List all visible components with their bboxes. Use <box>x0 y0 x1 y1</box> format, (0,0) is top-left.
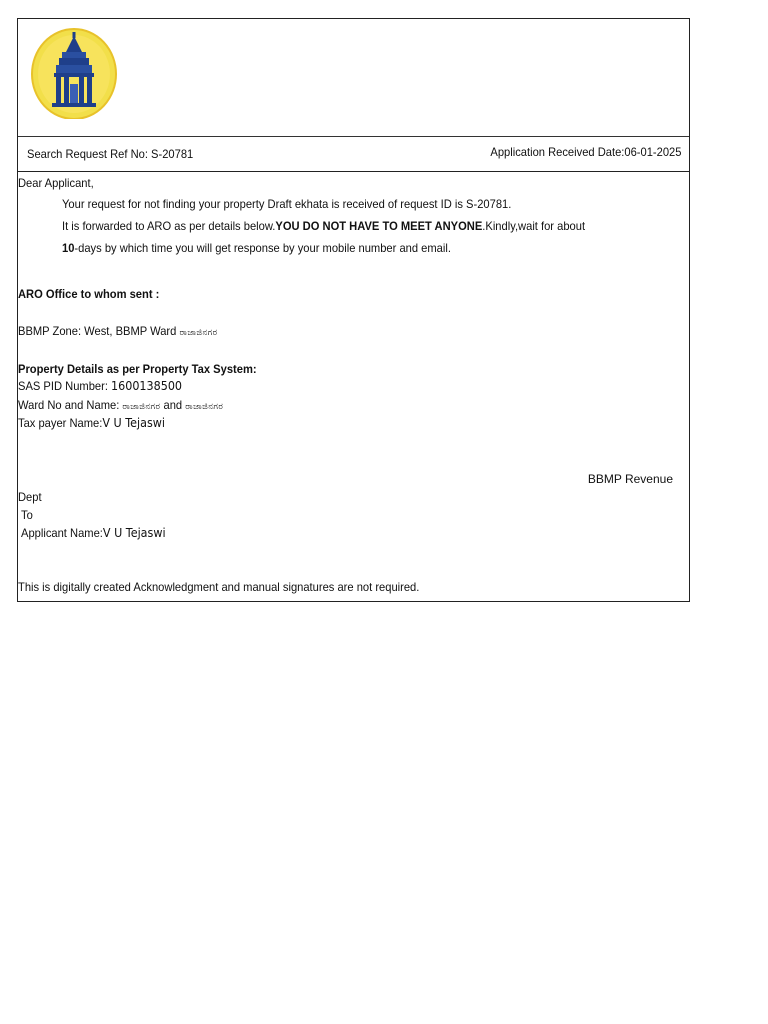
applicant-line: Applicant Name:V U Tejaswi <box>21 526 166 540</box>
bbmp-emblem-icon <box>30 24 118 119</box>
signoff-bbmp-revenue: BBMP Revenue <box>587 472 673 486</box>
body-line-2: It is forwarded to ARO as per details below.YOU DO NOT HAVE TO MEET ANYONE.Kindly,wait for about <box>62 219 586 233</box>
footer-note: This is digitally created Acknowledgment and manual signatures are not required. <box>18 580 420 594</box>
to-label: To <box>21 508 33 522</box>
acknowledgment-document <box>17 18 690 602</box>
signoff-dept: Dept <box>18 490 42 504</box>
aro-heading: ARO Office to whom sent : <box>18 287 160 301</box>
greeting: Dear Applicant, <box>18 176 94 190</box>
zone-ward-line: BBMP Zone: West, BBMP Ward ರಾಜಾಜಿನಗರ <box>18 324 218 338</box>
ward-no-line: Ward No and Name: ರಾಜಾಜಿನಗರ and ರಾಜಾಜಿನಗರ <box>18 398 224 412</box>
logo-header <box>18 19 689 137</box>
no-meet-notice: YOU DO NOT HAVE TO MEET ANYONE <box>275 219 483 233</box>
taxpayer-name: V U Tejaswi <box>102 416 166 430</box>
sas-pid-line: SAS PID Number: 1600138500 <box>18 379 183 393</box>
ward-name-kannada: ರಾಜಾಜಿನಗರ <box>179 327 218 337</box>
reference-bar <box>18 136 689 172</box>
property-details-heading: Property Details as per Property Tax System: <box>18 362 257 376</box>
body-line-3: 10-days by which time you will get response by your mobile number and email. <box>62 241 451 255</box>
sas-pid-value: 1600138500 <box>111 379 183 393</box>
taxpayer-line: Tax payer Name:V U Tejaswi <box>18 416 166 430</box>
search-request-ref: Search Request Ref No: S-20781 <box>27 147 194 161</box>
applicant-name: V U Tejaswi <box>102 526 166 540</box>
application-received-date: Application Received Date:06-01-2025 <box>489 145 681 159</box>
body-line-1: Your request for not finding your property Draft ekhata is received of request ID is S-20781. <box>62 197 512 211</box>
